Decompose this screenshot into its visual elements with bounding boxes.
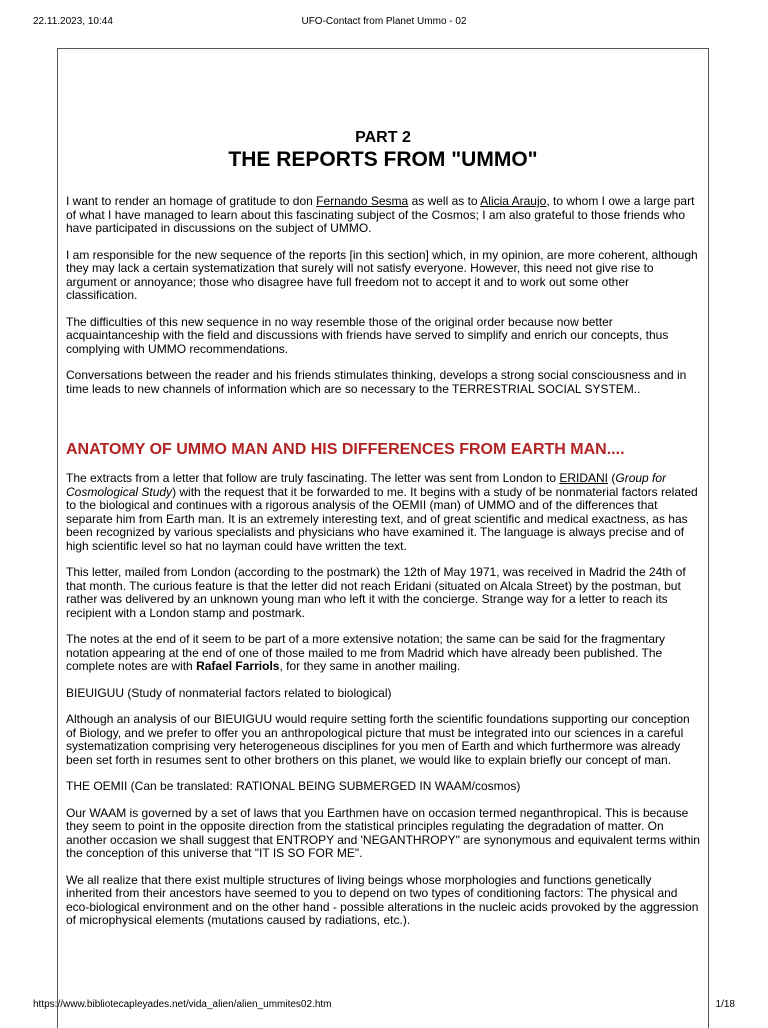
print-page-title: UFO-Contact from Planet Ummo - 02 (301, 16, 467, 27)
text: The extracts from a letter that follow are truly fascinating. The letter was sent from London to (66, 471, 560, 485)
paragraph-bieuiguu: BIEUIGUU (Study of nonmaterial factors related to biological) (66, 685, 392, 700)
part-label: PART 2 (355, 129, 411, 146)
text: , for they same in another mailing. (279, 659, 461, 673)
paragraph-gratitude (66, 195, 700, 236)
print-datetime: 22.11.2023, 10:44 (33, 16, 113, 27)
paragraph-letter-mailed: This letter, mailed from London (according to the postmark) the 12th of May 1971, was received in Madrid the 24th of that month. The curious feature is that the letter did not reach Eridani (situated on Alcala Street) by the postman, but rather was delivered by an unknown young man who left it with the concierge. Strange way for a letter to reach its recipient with a London stamp and postmark. (66, 565, 686, 620)
text: ) with the request that it be forwarded to me. It begins with a study of be nonmaterial factors related to the biological and continues with a rigorous analysis of the OEMII (man) of UMMO and of the differences that separate him from Earth man. It is an extremely interesting text, and of great scientific and medical exactness, as has been recognized by various specialists and physicians who have examined it. The language is always precise and of high scientific level so hat no layman could have written the text. (66, 484, 698, 553)
text: as well as to (408, 194, 481, 208)
print-header (33, 15, 735, 29)
paragraph-waam: Our WAAM is governed by a set of laws that you Earthmen have on occasion termed neganthropical. This is because they seem to point in the opposite direction from the statistical principles regulating the degradation of matter. On another occasion we shall suggest that ENTROPY and 'NEGANTHROPY" are synonymous and equivalent terms within the conception of this universe that "IT IS SO FOR ME". (66, 805, 700, 860)
paragraph-analysis: Although an analysis of our BIEUIGUU would require setting forth the scientific foundations supporting our conception of Biology, and we prefer to offer you an anthropological picture that must be integrated into our sciences in a careful systematization comprising very heterogeneous disciplines for you men of Earth and which furthermore was already been set forth in resumes sent to other brothers on this planet, we would like to explain briefly our concept of man. (66, 712, 690, 767)
paragraph-extracts (66, 472, 700, 553)
link-fernando-sesma[interactable]: Fernando Sesma (316, 194, 409, 208)
paragraph-notes (66, 633, 700, 674)
text: ( (608, 471, 616, 485)
text: I want to render an homage of gratitude to don (66, 194, 317, 208)
text: The notes at the end of it seem to be part of a more extensive notation; the same can be said for the fragmentary notation appearing at the end of one of those mailed to me from Madrid which have already been published. The complete notes are with (66, 632, 666, 673)
paragraph-structures: We all realize that there exist multiple structures of living beings whose morphologies and functions genetically inherited from their ancestors have seemed to you to depend on two types of conditioning factors: The physical and eco-biological environment and on the other hand - possible alterations in the nucleic acids provoked by the aggression of microphysical elements (mutations caused by radiations, etc.). (66, 872, 699, 927)
text: , to whom I owe a large part of what I have managed to learn about this fascinating subject of the Cosmos; I am also grateful to those friends who have participated in discussions on the subject of UMMO. (66, 194, 695, 235)
paragraph-conversations: Conversations between the reader and his friends stimulates thinking, develops a strong social consciousness and in time leads to new channels of information which are so necessary to the TERRESTRIAL SOCIAL SYSTEM.. (66, 368, 687, 396)
article-body (58, 129, 708, 928)
section-heading: ANATOMY OF UMMO MAN AND HIS DIFFERENCES FROM EARTH MAN.... (66, 441, 625, 458)
italic-text: Group for Cosmological Study (66, 471, 667, 499)
print-page-number: 1/18 (715, 999, 735, 1010)
paragraph-oemii: THE OEMII (Can be translated: RATIONAL BEING SUBMERGED IN WAAM/cosmos) (66, 779, 521, 793)
print-footer (33, 998, 735, 1012)
page-title: THE REPORTS FROM "UMMO" (228, 148, 538, 171)
bold-text: Rafael Farriols (196, 659, 280, 673)
print-url: https://www.bibliotecapleyades.net/vida_alien/alien_ummites02.htm (33, 999, 332, 1010)
paragraph-sequence: I am responsible for the new sequence of the reports [in this section] which, in my opinion, are more coherent, although they may lack a certain systematization that surely will not satisfy everyone. However, this need not give rise to argument or annoyance; those who disagree have full freedom not to accept it and to work out some other classification. (66, 247, 698, 302)
content-frame (57, 48, 709, 1028)
link-eridani[interactable]: ERIDANI (559, 471, 609, 485)
paragraph-difficulties: The difficulties of this new sequence in no way resemble those of the original order because now better acquaintanceship with the field and discussions with friends have served to simplify and enrich our concepts, thus complying with UMMO recommendations. (66, 314, 669, 356)
link-alicia-araujo[interactable]: Alicia Araujo (480, 194, 547, 208)
